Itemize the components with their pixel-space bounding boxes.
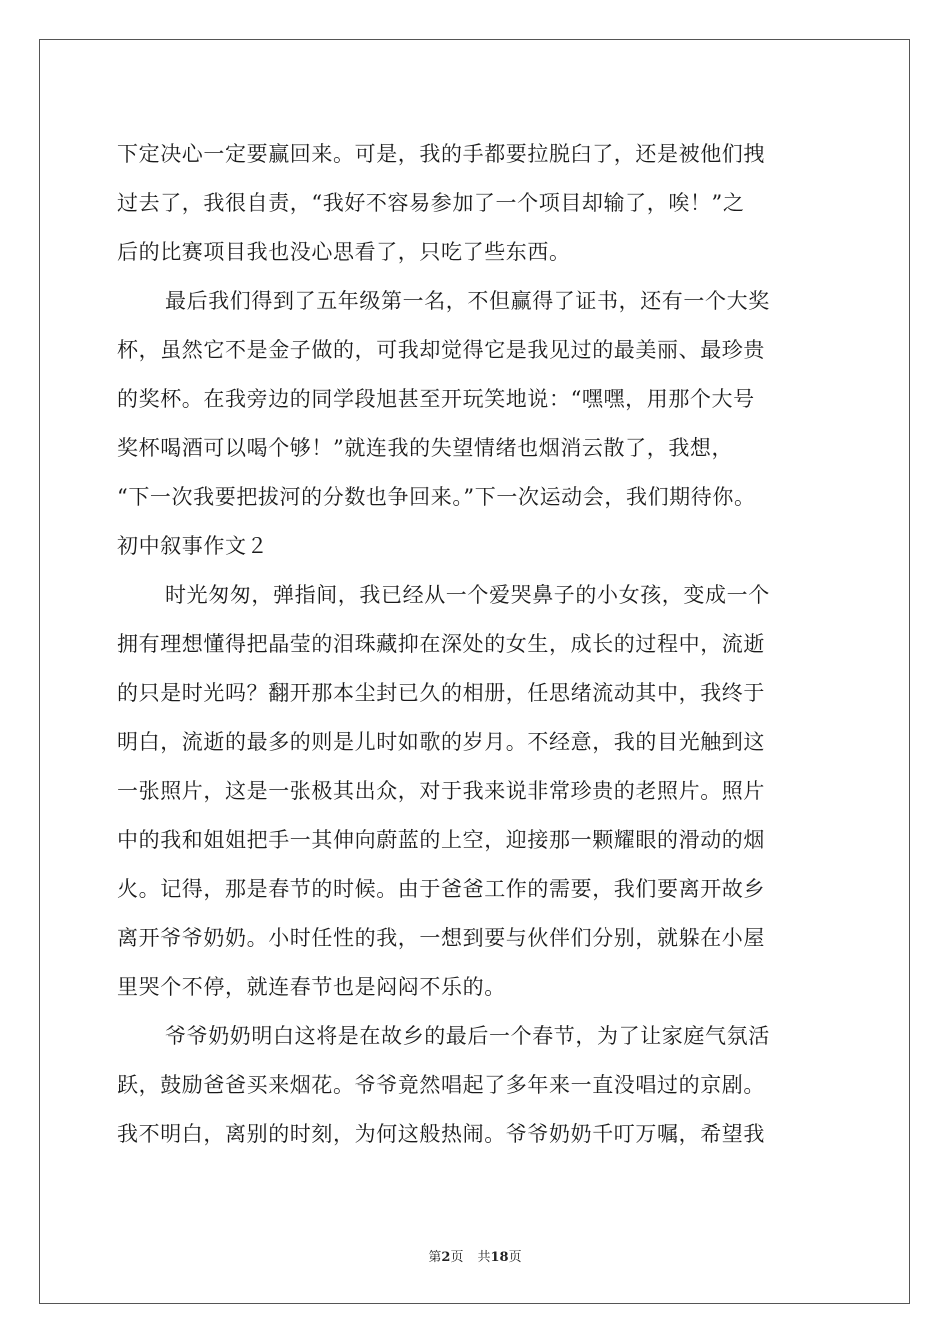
text-line: 跃，鼓励爸爸买来烟花。爷爷竟然唱起了多年来一直没唱过的京剧。 bbox=[117, 1073, 765, 1097]
text-line: 的只是时光吗？翻开那本尘封已久的相册，任思绪流动其中，我终于 bbox=[117, 681, 765, 705]
text-line: 奖杯喝酒可以喝个够！”就连我的失望情绪也烟消云散了，我想， bbox=[117, 436, 734, 460]
text-line: 下定决心一定要赢回来。可是，我的手都要拉脱臼了，还是被他们拽 bbox=[117, 142, 765, 166]
document-body bbox=[117, 130, 857, 1159]
text-line: 我不明白，离别的时刻，为何这般热闹。爷爷奶奶千叮万嘱，希望我 bbox=[117, 1122, 765, 1146]
text-line: 中的我和姐姐把手一其伸向蔚蓝的上空，迎接那一颗耀眼的滑动的烟 bbox=[117, 828, 765, 852]
text-line: 爷爷奶奶明白这将是在故乡的最后一个春节，为了让家庭气氛活 bbox=[165, 1024, 770, 1048]
text-line: 拥有理想懂得把晶莹的泪珠藏抑在深处的女生，成长的过程中，流逝 bbox=[117, 632, 765, 656]
footer-total-suffix: 页 bbox=[508, 1250, 522, 1265]
text-line: 过去了，我很自责，“我好不容易参加了一个项目却输了，唉！”之 bbox=[117, 191, 745, 215]
footer-page-prefix: 第 bbox=[428, 1250, 442, 1265]
footer-total-pages: 18 bbox=[490, 1250, 509, 1265]
footer-current-page: 2 bbox=[441, 1250, 451, 1265]
text-line: 火。记得，那是春节的时候。由于爸爸工作的需要，我们要离开故乡 bbox=[117, 877, 765, 901]
footer-page-suffix: 页 bbox=[450, 1250, 464, 1265]
text-line: 杯，虽然它不是金子做的，可我却觉得它是我见过的最美丽、最珍贵 bbox=[117, 338, 765, 362]
text-line: 后的比赛项目我也没心思看了，只吃了些东西。 bbox=[117, 240, 571, 264]
page-footer bbox=[0, 1246, 950, 1265]
text-line: 最后我们得到了五年级第一名，不但赢得了证书，还有一个大奖 bbox=[165, 289, 770, 313]
text-line: 时光匆匆，弹指间，我已经从一个爱哭鼻子的小女孩，变成一个 bbox=[165, 583, 770, 607]
text-line: 一张照片，这是一张极其出众，对于我来说非常珍贵的老照片。照片 bbox=[117, 779, 765, 803]
footer-total-prefix: 共 bbox=[477, 1250, 491, 1265]
text-line: 离开爷爷奶奶。小时任性的我，一想到要与伙伴们分别，就躲在小屋 bbox=[117, 926, 765, 950]
text-line: 明白，流逝的最多的则是儿时如歌的岁月。不经意，我的目光触到这 bbox=[117, 730, 765, 754]
text-line: 里哭个不停，就连春节也是闷闷不乐的。 bbox=[117, 975, 506, 999]
text-line: 初中叙事作文２ bbox=[117, 534, 269, 558]
text-line: “下一次我要把拔河的分数也争回来。”下一次运动会，我们期待你。 bbox=[117, 485, 756, 509]
text-line: 的奖杯。在我旁边的同学段旭甚至开玩笑地说：“嘿嘿，用那个大号 bbox=[117, 387, 755, 411]
